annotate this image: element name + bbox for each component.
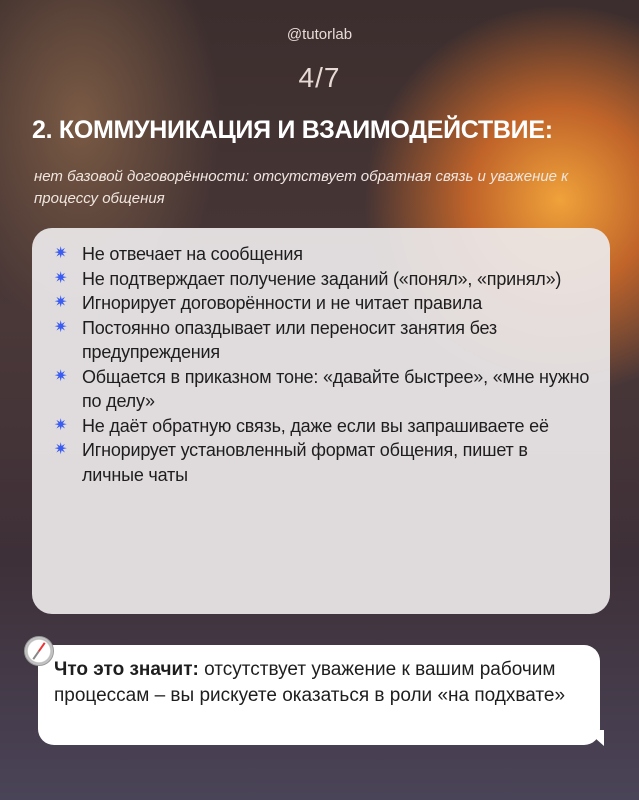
slide-subtitle: нет базовой договорённости: отсутствует обратная связь и уважение к процессу общения [34,168,569,207]
note-label: Что это значит: [54,659,199,680]
bubble-tail [586,730,604,746]
list-item [54,242,590,267]
account-handle: @tutorlab [286,26,353,43]
asterisk-icon: ✷ [54,367,68,385]
asterisk-icon: ✷ [54,416,68,434]
list-item [54,438,590,487]
list-item-text: Игнорирует установленный формат общения, пишет в личные чаты [82,440,528,485]
items-list [32,228,610,487]
items-card [32,228,610,614]
list-item [54,267,590,292]
asterisk-icon: ✷ [54,269,68,287]
list-item [54,316,590,365]
list-item-text: Общается в приказном тоне: «давайте быстрее», «мне нужно по делу» [82,366,590,411]
list-item-text: Постоянно опаздывает или переносит занятия без предупреждения [82,317,497,362]
note-text: отсутствует уважение к вашим рабочим процессам – вы рискуете оказаться в роли «на подхвате» [54,659,566,706]
list-item [54,365,590,414]
slide-title: 2. КОММУНИКАЦИЯ И ВЗАИМОДЕЙСТВИЕ: [32,116,553,144]
list-item [54,291,590,316]
asterisk-icon: ✷ [54,441,68,458]
list-item-text: Не даёт обратную связь, даже если вы запрашиваете её [82,415,549,436]
page-indicator: 4/7 [298,62,341,93]
list-item-text: Не отвечает на сообщения [82,244,303,264]
compass-icon [24,636,54,666]
asterisk-icon: ✷ [54,294,68,311]
list-item-text: Игнорирует договорённости и не читает правила [82,293,483,313]
list-item [54,414,590,439]
asterisk-icon: ✷ [54,318,68,336]
list-item-text: Не подтверждает получение заданий («понял», «принял») [82,268,562,289]
asterisk-icon: ✷ [54,245,68,262]
note-bubble [38,645,600,745]
